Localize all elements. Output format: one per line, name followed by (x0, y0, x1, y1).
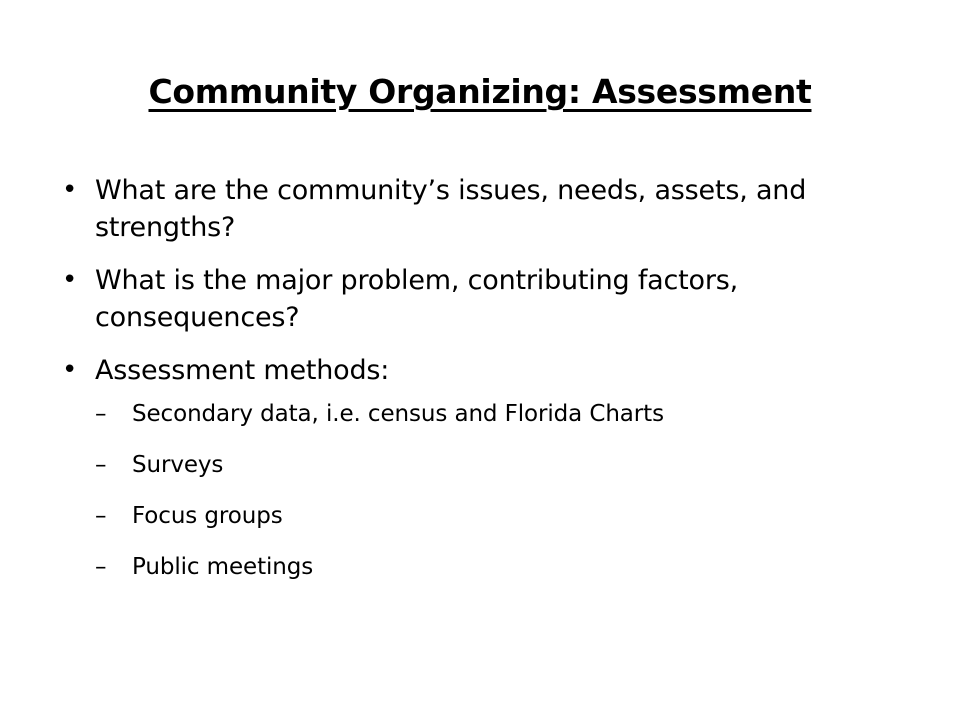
sub-bullet-item (95, 501, 922, 531)
sub-bullet-text: Focus groups (132, 503, 283, 529)
bullet-list (62, 172, 922, 603)
sub-bullet-marker: – (95, 503, 107, 529)
sub-bullet-item (95, 552, 922, 582)
sub-bullet-list (95, 399, 922, 582)
bullet-text: What are the community’s issues, needs, assets, and strengths? (95, 175, 807, 243)
bullet-item (62, 352, 922, 582)
sub-bullet-marker: – (95, 401, 107, 427)
bullet-item (62, 172, 922, 246)
sub-bullet-item (95, 450, 922, 480)
sub-bullet-text: Surveys (132, 452, 224, 478)
bullet-marker: • (62, 355, 78, 385)
slide-title: Community Organizing: Assessment (148, 72, 812, 111)
bullet-item (62, 262, 922, 336)
sub-bullet-marker: – (95, 452, 107, 478)
bullet-text: What is the major problem, contributing factors, consequences? (95, 265, 738, 333)
bullet-marker: • (62, 175, 78, 205)
sub-bullet-marker: – (95, 554, 107, 580)
sub-bullet-text: Public meetings (132, 554, 314, 580)
bullet-text: Assessment methods: (95, 355, 390, 386)
sub-bullet-text: Secondary data, i.e. census and Florida Charts (132, 401, 664, 427)
bullet-marker: • (62, 265, 78, 295)
sub-bullet-item (95, 399, 922, 429)
